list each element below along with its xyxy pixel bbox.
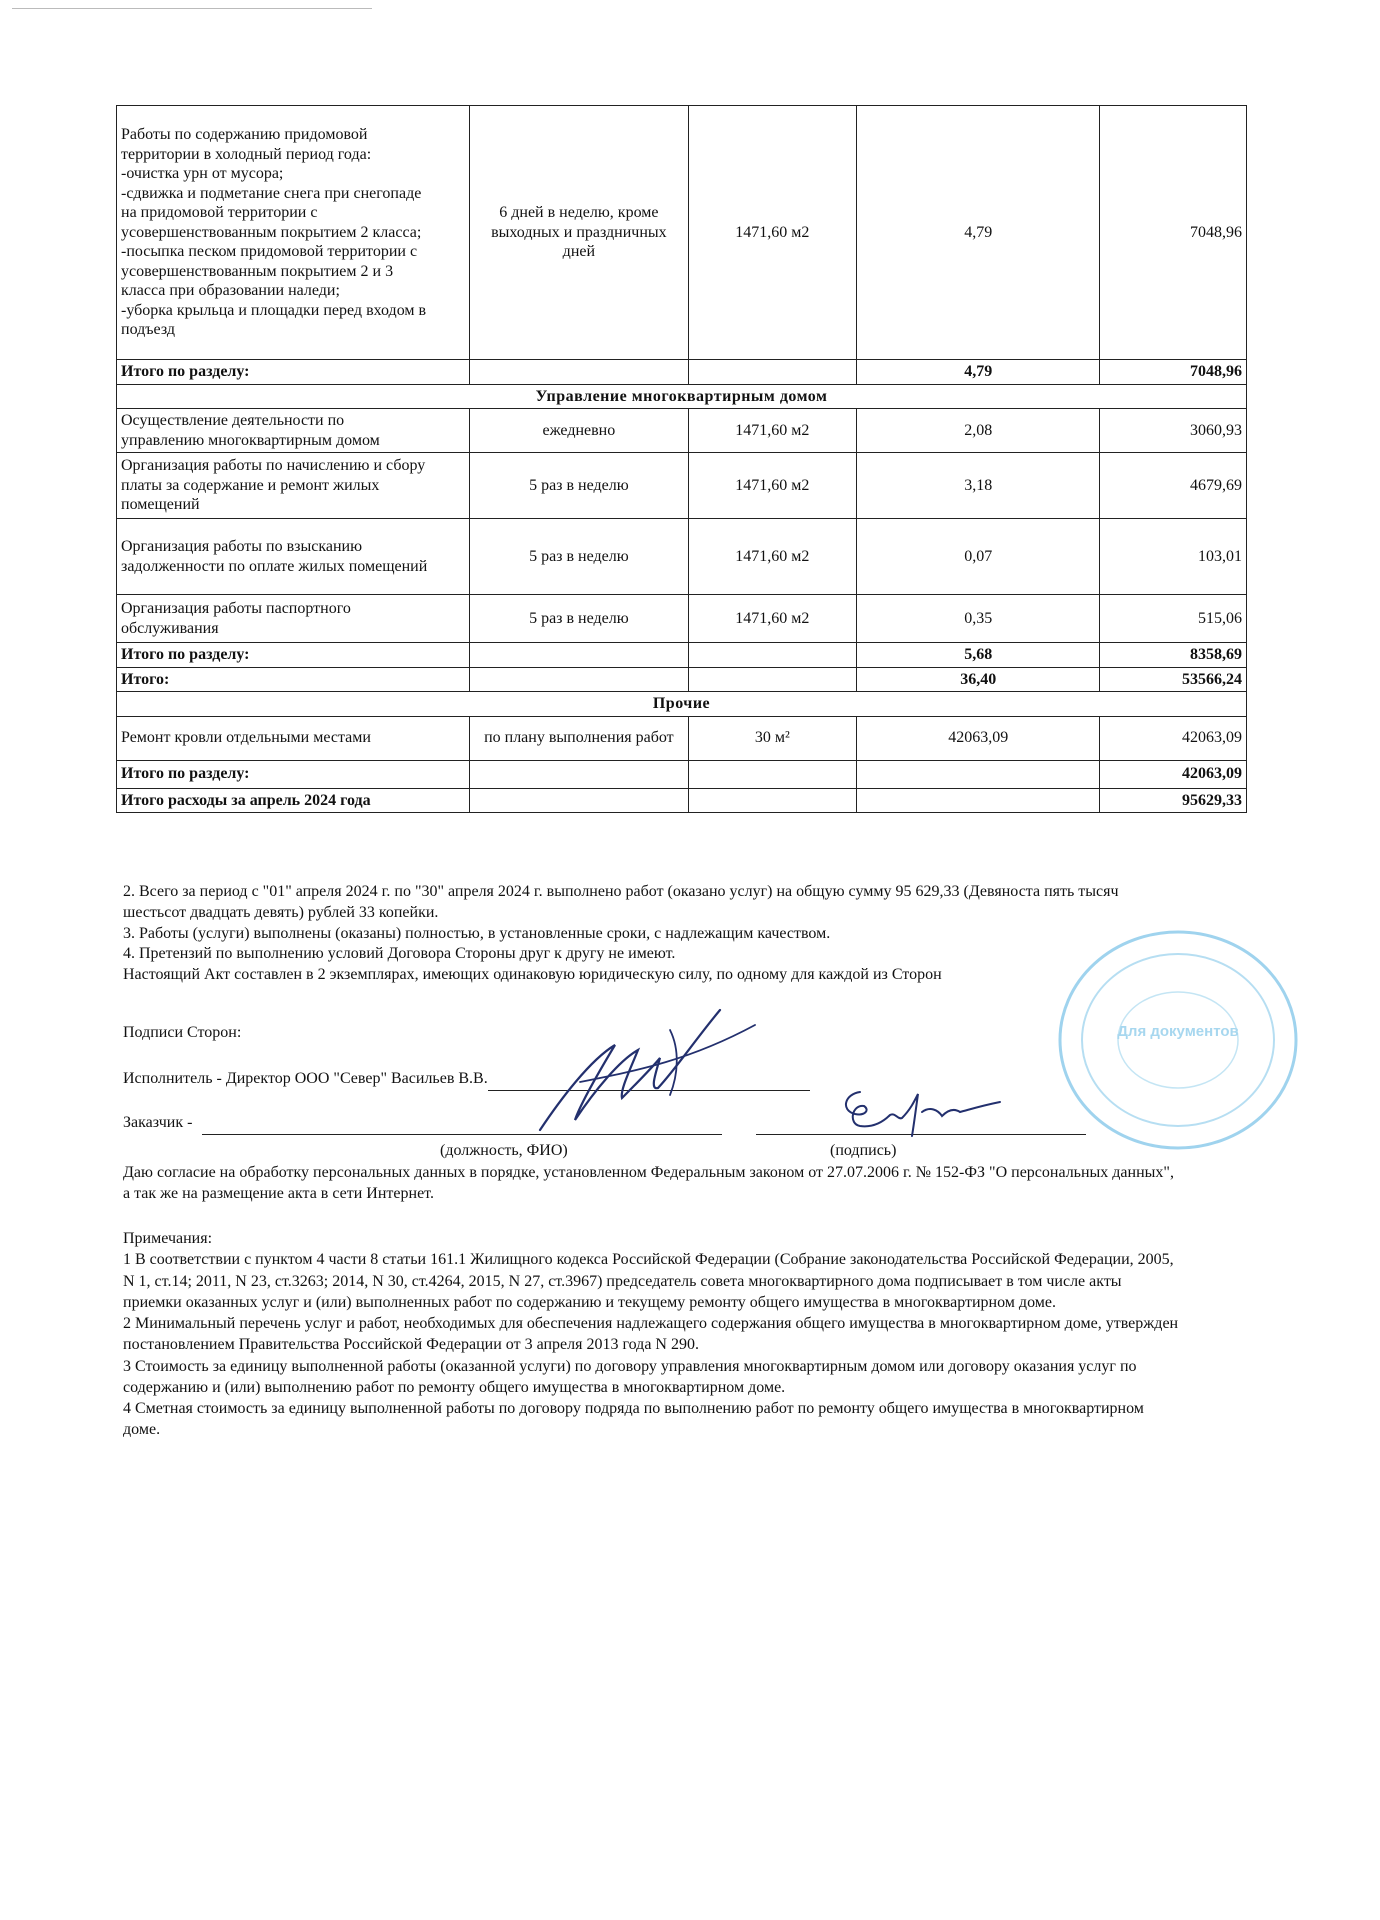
paragraph-no-claims: 4. Претензий по выполнению условий Договора Стороны друг к другу не имеют.	[123, 945, 676, 963]
top-rule	[12, 8, 372, 9]
section-total-label: Итого по разделу:	[117, 760, 470, 788]
stamp-text: Для документов	[1117, 1023, 1239, 1040]
service-rate: 2,08	[857, 409, 1100, 453]
notes-block	[123, 1228, 1313, 1441]
signatures-heading: Подписи Сторон:	[123, 1024, 242, 1041]
section-total-row	[117, 643, 1247, 668]
service-name: Работы по содержанию придомовой территории в холодный период года: -очистка урн от мусора; -сдвижка и подметание снега при снегопаде на придомовой территории с усовершенствованным покрытием 2 класса; -посыпка песком придомовой территории с усовершенствованным покрытием 2 и 3 класса при образовании наледи; -уборка крыльца и площадки перед входом в подъезд	[117, 106, 470, 360]
table-row	[117, 106, 1247, 360]
service-sum: 3060,93	[1100, 409, 1247, 453]
notes-heading: Примечания:	[123, 1230, 213, 1247]
service-rate: 3,18	[857, 453, 1100, 519]
service-frequency: по плану выполнения работ	[470, 716, 688, 760]
consent-paragraph: Даю согласие на обработку персональных данных в порядке, установленном Федеральным законом от 27.07.2006 г. № 152-ФЗ "О персональных данных", а так же на размещение акта в сети Интернет.	[123, 1164, 1174, 1202]
service-frequency: ежедневно	[470, 409, 688, 453]
final-total-sum: 95629,33	[1100, 788, 1247, 813]
service-frequency: 5 раз в неделю	[470, 519, 688, 595]
section-total-label: Итого по разделу:	[117, 360, 470, 385]
service-frequency: 5 раз в неделю	[470, 453, 688, 519]
service-name: Ремонт кровли отдельными местами	[117, 716, 470, 760]
caption-position: (должность, ФИО)	[440, 1142, 568, 1159]
section-total-sum: 7048,96	[1100, 360, 1247, 385]
service-sum: 515,06	[1100, 595, 1247, 643]
final-total-row	[117, 788, 1247, 813]
grand-total-label: Итого:	[117, 667, 470, 692]
service-sum: 7048,96	[1100, 106, 1247, 360]
note-3: 3 Стоимость за единицу выполненной работы (оказанной услуги) по договору управления многоквартирным домом или договору оказания услуг по содержанию и (или) выполнению работ по ремонту общего имущества в многоквартирном доме.	[123, 1357, 1137, 1396]
grand-total-rate: 36,40	[857, 667, 1100, 692]
caption-signature: (подпись)	[830, 1142, 897, 1159]
paragraph-quality: 3. Работы (услуги) выполнены (оказаны) полностью, в установленные сроки, с надлежащим качеством.	[123, 924, 831, 942]
section-header-row	[117, 384, 1247, 409]
service-quantity: 1471,60 м2	[688, 519, 857, 595]
service-frequency: 6 дней в неделю, кроме выходных и праздничных дней	[470, 106, 688, 360]
final-total-label: Итого расходы за апрель 2024 года	[117, 788, 470, 813]
service-name: Организация работы по начислению и сбору платы за содержание и ремонт жилых помещений	[117, 453, 470, 519]
service-quantity: 1471,60 м2	[688, 595, 857, 643]
section-total-rate: 5,68	[857, 643, 1100, 668]
section-header-row	[117, 692, 1247, 717]
organization-stamp	[1048, 920, 1308, 1160]
section-total-sum: 42063,09	[1100, 760, 1247, 788]
section-title: Прочие	[117, 692, 1247, 717]
paragraph-total-amount: 2. Всего за период с "01" апреля 2024 г. по "30" апреля 2024 г. выполнено работ (оказано услуг) на общую сумму 95 629,33 (Девяноста пять тысяч шестьсот двадцать девять) рублей 33 копейки.	[123, 883, 1119, 921]
service-name: Организация работы паспортного обслуживания	[117, 595, 470, 643]
table-row	[117, 595, 1247, 643]
service-quantity: 1471,60 м2	[688, 453, 857, 519]
table-row	[117, 716, 1247, 760]
table-row	[117, 409, 1247, 453]
table-row	[117, 519, 1247, 595]
service-sum: 42063,09	[1100, 716, 1247, 760]
grand-total-sum: 53566,24	[1100, 667, 1247, 692]
section-title: Управление многоквартирным домом	[117, 384, 1247, 409]
section-total-label: Итого по разделу:	[117, 643, 470, 668]
table-row	[117, 453, 1247, 519]
service-sum: 4679,69	[1100, 453, 1247, 519]
service-name: Организация работы по взысканию задолженности по оплате жилых помещений	[117, 519, 470, 595]
service-rate: 4,79	[857, 106, 1100, 360]
service-quantity: 1471,60 м2	[688, 106, 857, 360]
executor-signature	[520, 990, 780, 1140]
grand-total-row	[117, 667, 1247, 692]
service-name: Осуществление деятельности по управлению многоквартирным домом	[117, 409, 470, 453]
paragraph-copies: Настоящий Акт составлен в 2 экземплярах, имеющих одинаковую юридическую силу, по одному для каждой из Сторон	[123, 966, 942, 984]
service-quantity: 30 м²	[688, 716, 857, 760]
section-total-row	[117, 360, 1247, 385]
service-sum: 103,01	[1100, 519, 1247, 595]
section-total-sum: 8358,69	[1100, 643, 1247, 668]
service-rate: 0,35	[857, 595, 1100, 643]
service-rate: 0,07	[857, 519, 1100, 595]
executor-label: Исполнитель - Директор ООО "Север" Васильев В.В.	[123, 1070, 488, 1087]
customer-label: Заказчик -	[123, 1114, 193, 1131]
service-frequency: 5 раз в неделю	[470, 595, 688, 643]
note-2: 2 Минимальный перечень услуг и работ, необходимых для обеспечения надлежащего содержания общего имущества в многоквартирном доме, утвержден постановлением Правительства Российской Федерации от 3 апреля 2013 года N 290.	[123, 1315, 1179, 1354]
section-total-rate: 4,79	[857, 360, 1100, 385]
customer-signature	[830, 1080, 1030, 1140]
services-table	[116, 105, 1247, 813]
note-1: 1 В соответствии с пунктом 4 части 8 статьи 161.1 Жилищного кодекса Российской Федерации (Собрание законодательства Российской Федерации, 2005, N 1, ст.14; 2011, N 23, ст.3263; 2014, N 30, ст.4264, 2015, N 27, ст.3967) председатель совета многоквартирного дома подписывает в том числе акты приемки оказанных услуг и (или) выполненных работ по содержанию и текущему ремонту общего имущества в многоквартирном доме.	[123, 1251, 1174, 1311]
section-total-row	[117, 760, 1247, 788]
service-rate: 42063,09	[857, 716, 1100, 760]
service-quantity: 1471,60 м2	[688, 409, 857, 453]
note-4: 4 Сметная стоимость за единицу выполненной работы по договору подряда по выполнению работ по ремонту общего имущества в многоквартирном доме.	[123, 1400, 1144, 1439]
